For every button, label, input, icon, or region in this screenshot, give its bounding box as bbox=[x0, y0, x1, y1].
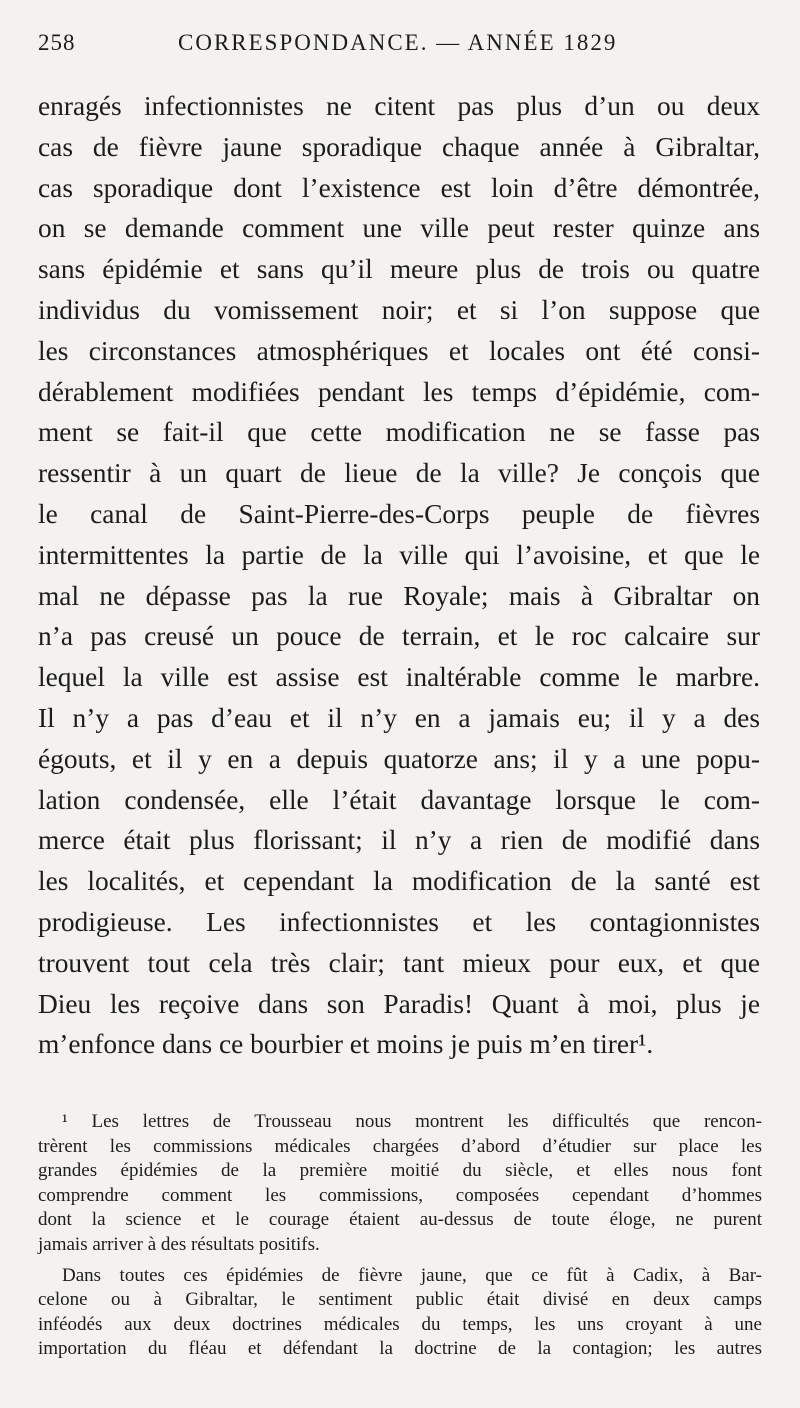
footnote-line: trèrent les commissions médicales chargées d’abord d’étudier sur place les bbox=[38, 1135, 762, 1157]
running-head: CORRESPONDANCE. — ANNÉE 1829 bbox=[178, 30, 618, 55]
text-line: ressentir à un quart de lieue de la ville? Je conçois que bbox=[38, 458, 760, 489]
main-text bbox=[38, 86, 760, 1065]
page-header bbox=[38, 30, 760, 70]
text-line: sans épidémie et sans qu’il meure plus de trois ou quatre bbox=[38, 254, 760, 285]
page-number: 258 bbox=[38, 30, 76, 55]
text-line: trouvent tout cela très clair; tant mieux pour eux, et que bbox=[38, 947, 760, 978]
footnote-line: dont la science et le courage étaient au-dessus de toute éloge, ne purent bbox=[38, 1209, 762, 1231]
text-line: ment se fait-il que cette modification ne se fasse pas bbox=[38, 417, 760, 448]
text-line: prodigieuse. Les infectionnistes et les contagionnistes bbox=[38, 906, 760, 937]
footnotes bbox=[38, 1110, 762, 1362]
footnote-line: Dans toutes ces épidémies de fièvre jaune, que ce fût à Cadix, à Bar- bbox=[62, 1264, 762, 1286]
text-line: les circonstances atmosphériques et locales ont été consi- bbox=[38, 335, 760, 366]
text-line: on se demande comment une ville peut rester quinze ans bbox=[38, 213, 760, 244]
text-line: Dieu les reçoive dans son Paradis! Quant à moi, plus je bbox=[38, 988, 760, 1019]
text-line: n’a pas creusé un pouce de terrain, et le roc calcaire sur bbox=[38, 621, 760, 652]
footnote-line: importation du fléau et défendant la doctrine de la contagion; les autres bbox=[38, 1338, 762, 1360]
text-line: Il n’y a pas d’eau et il n’y en a jamais eu; il y a des bbox=[38, 702, 760, 733]
text-line: cas sporadique dont l’existence est loin d’être démontrée, bbox=[38, 172, 760, 203]
text-line: merce était plus florissant; il n’y a rien de modifié dans bbox=[38, 825, 760, 856]
text-line: m’enfonce dans ce bourbier et moins je puis m’en tirer¹. bbox=[38, 1029, 654, 1060]
footnote-line: grandes épidémies de la première moitié du siècle, et elles nous font bbox=[38, 1160, 762, 1182]
footnote-1 bbox=[38, 1110, 762, 1258]
text-line: lation condensée, elle l’était davantage lorsque le com- bbox=[38, 784, 760, 815]
text-line: le canal de Saint-Pierre-des-Corps peuple de fièvres bbox=[38, 498, 760, 529]
text-line: lequel la ville est assise est inaltérable comme le marbre. bbox=[38, 662, 760, 693]
footnote-line: inféodés aux deux doctrines médicales du temps, les uns croyant à une bbox=[38, 1313, 762, 1335]
footnote-line: jamais arriver à des résultats positifs. bbox=[38, 1233, 320, 1255]
text-line: les localités, et cependant la modification de la santé est bbox=[38, 866, 760, 897]
text-line: cas de fièvre jaune sporadique chaque année à Gibraltar, bbox=[38, 131, 760, 162]
footnote-line: celone ou à Gibraltar, le sentiment public était divisé en deux camps bbox=[38, 1289, 762, 1311]
text-line: dérablement modifiées pendant les temps d’épidémie, com- bbox=[38, 376, 760, 407]
text-line: mal ne dépasse pas la rue Royale; mais à Gibraltar on bbox=[38, 580, 760, 611]
footnote-continuation bbox=[38, 1264, 762, 1362]
text-line: égouts, et il y en a depuis quatorze ans; il y a une popu- bbox=[38, 743, 760, 774]
footnote-line: ¹ Les lettres de Trousseau nous montrent les difficultés que rencon- bbox=[62, 1111, 762, 1132]
text-line: intermittentes la partie de la ville qui l’avoisine, et que le bbox=[38, 539, 760, 570]
text-line: individus du vomissement noir; et si l’on suppose que bbox=[38, 294, 760, 325]
text-line: enragés infectionnistes ne citent pas plus d’un ou deux bbox=[38, 91, 760, 121]
footnote-line: comprendre comment les commissions, composées cependant d’hommes bbox=[38, 1184, 762, 1206]
